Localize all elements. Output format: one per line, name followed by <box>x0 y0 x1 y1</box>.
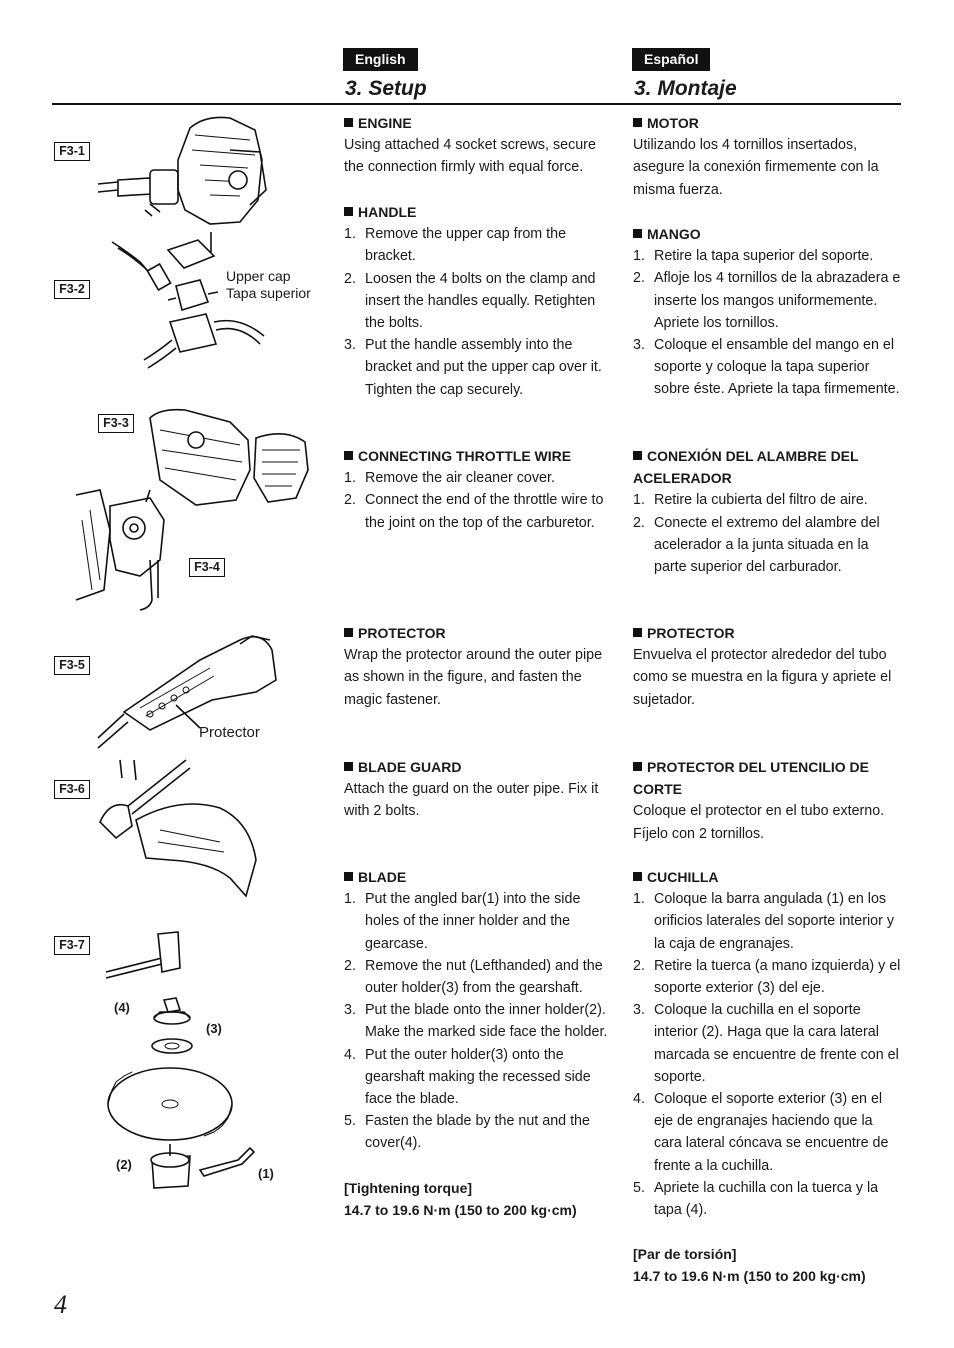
list-item: 4. Coloque el soporte exterior (3) en el eje de engranajes haciendo que la cara lateral cóncava se encuentre de frente a la cuchilla. <box>633 1091 889 1174</box>
engine-illustration <box>98 117 266 224</box>
upper-cap-label-en: Upper cap <box>226 268 291 284</box>
list-item: 1. Remove the upper cap from the bracket. <box>344 226 567 265</box>
torque-value: 14.7 to 19.6 N·m (150 to 200 kg·cm) <box>344 1201 577 1218</box>
english-throttle: CONNECTING THROTTLE WIRE 1. Remove the air cleaner cover. 2. Connect the end of the throttle wire to the joint on the top of the carburetor. <box>344 445 612 534</box>
spanish-blade: CUCHILLA 1. Coloque la barra angulada (1) en los orificios laterales del soporte interior y la caja de engranajes. 2. Retire la tuerca (a mano izquierda) y el soporte exterior (3) del eje. 3. Coloque la cuchilla en el soporte interior (2). Haga que la cara lateral marcada se encuentre de frente con el soporte. 4. Coloque el soporte exterior (3) en el eje de engranajes haciendo que la cara lateral cóncava se encuentre de frente a la cuchilla. 5. Apriete la cuchilla con la tuerca y la tapa (4). [Par de torsión] 14.7 to 19.6 N·m (150 to 200 kg·cm) <box>633 866 901 1288</box>
figure-label-f3-5: F3-5 <box>54 656 90 675</box>
list-item: 2. Conecte el extremo del alambre del acelerador a la junta situada en la parte superior del carburador. <box>633 514 880 576</box>
list-item: 3. Put the blade onto the inner holder(2). Make the marked side face the holder. <box>344 1002 608 1041</box>
torque-value: 14.7 to 19.6 N·m (150 to 200 kg·cm) <box>633 1268 866 1285</box>
list-item: 2. Afloje los 4 tornillos de la abrazadera e inserte los mangos uniformemente. Apriete los tornillos. <box>633 270 901 331</box>
list-item: 5. Apriete la cuchilla con la tuerca y la tapa (4). <box>633 1179 879 1219</box>
figure-label-f3-7: F3-7 <box>54 936 90 955</box>
list-item: 4. Put the outer holder(3) onto the gearshaft making the recessed side face the blade. <box>344 1046 591 1108</box>
square-bullet-icon <box>344 628 353 637</box>
torque-heading: [Par de torsión] <box>633 1246 737 1263</box>
list-item: 1. Retire la tapa superior del soporte. <box>633 248 874 265</box>
square-bullet-icon <box>633 762 642 771</box>
spanish-tab: Español <box>632 48 710 71</box>
spanish-throttle: CONEXIÓN DEL ALAMBRE DEL ACELERADOR 1. Retire la cubierta del filtro de aire. 2. Conecte el extremo del alambre del acelerador a la junta situada en la parte superior del carburador. <box>633 445 901 578</box>
list-item: 2. Remove the nut (Lefthanded) and the outer holder(3) from the gearshaft. <box>344 957 603 997</box>
engine-text: Utilizando los 4 tornillos insertados, asegure la conexión firmemente con la misma fuerza. <box>633 137 879 198</box>
square-bullet-icon <box>633 872 642 881</box>
blade-guard-illustration <box>100 760 256 896</box>
figure-label-f3-1: F3-1 <box>54 142 90 161</box>
callout-2: (2) <box>116 1157 132 1172</box>
blade-guard-text: Coloque el protector en el tubo externo. Fíjelo con 2 tornillos. <box>633 803 885 842</box>
figure-label-f3-4: F3-4 <box>189 558 225 577</box>
figure-label-f3-6: F3-6 <box>54 780 90 799</box>
spanish-handle: MANGO 1. Retire la tapa superior del soporte. 2. Afloje los 4 tornillos de la abrazadera e inserte los mangos uniformemente. Apriete los tornillos. 3. Coloque el ensamble del mango en el soporte y coloque la tapa superior sobre éste. Apriete la tapa firmemente. <box>633 223 901 401</box>
callout-1: (1) <box>258 1166 274 1181</box>
protector-label: Protector <box>199 724 260 741</box>
list-item: 3. Coloque la cuchilla en el soporte interior (2). Haga que la cara lateral marcada se encuentre de frente con el soporte. <box>633 1002 899 1085</box>
blade-guard-text: Attach the guard on the outer pipe. Fix it with 2 bolts. <box>344 781 599 820</box>
list-item: 1. Retire la cubierta del filtro de aire. <box>633 492 868 509</box>
spanish-blade-guard: PROTECTOR DEL UTENCILIO DE CORTE Coloque el protector en el tubo externo. Fíjelo con 2 tornillos. <box>633 756 901 845</box>
list-item: 2. Loosen the 4 bolts on the clamp and insert the handles equally. Retighten the bolts. <box>344 270 596 332</box>
callout-4: (4) <box>114 1000 130 1015</box>
blade-assembly-illustration <box>106 932 254 1188</box>
square-bullet-icon <box>344 118 353 127</box>
list-item: 3. Put the handle assembly into the bracket and put the upper cap over it. Tighten the cap securely. <box>344 337 602 398</box>
section-heading: ENGINE <box>344 112 612 134</box>
protector-text: Wrap the protector around the outer pipe as shown in the figure, and fasten the magic fastener. <box>344 647 603 708</box>
list-item: 2. Connect the end of the throttle wire to the joint on the top of the carburetor. <box>344 492 604 531</box>
square-bullet-icon <box>344 762 353 771</box>
english-section-title: 3. Setup <box>345 77 427 100</box>
english-blade-guard: BLADE GUARD Attach the guard on the outer pipe. Fix it with 2 bolts. <box>344 756 612 823</box>
figure-label-f3-3: F3-3 <box>98 414 134 433</box>
square-bullet-icon <box>344 872 353 881</box>
english-blade: BLADE 1. Put the angled bar(1) into the side holes of the inner holder and the gearcase. 2. Remove the nut (Lefthanded) and the outer holder(3) from the gearshaft. 3. Put the blade onto the inner holder(2). Make the marked side face the holder. 4. Put the outer holder(3) onto the gearshaft making the recessed side face the blade. 5. Fasten the blade by the nut and the cover(4). [Tightening torque] 14.7 to 19.6 N·m (150 to 200 kg·cm) <box>344 866 612 1221</box>
callout-3: (3) <box>206 1021 222 1036</box>
english-protector: PROTECTOR Wrap the protector around the outer pipe as shown in the figure, and fasten the magic fastener. <box>344 622 612 711</box>
protector-text: Envuelva el protector alrededor del tubo como se muestra en la figura y apriete el sujetador. <box>633 647 892 708</box>
spanish-protector: PROTECTOR Envuelva el protector alrededor del tubo como se muestra en la figura y apriete el sujetador. <box>633 622 901 711</box>
english-handle: HANDLE 1. Remove the upper cap from the bracket. 2. Loosen the 4 bolts on the clamp and insert the handles equally. Retighten the bolts. 3. Put the handle assembly into the bracket and put the upper cap over it. Tighten the cap securely. <box>344 201 612 401</box>
square-bullet-icon <box>633 451 642 460</box>
list-item: 1. Remove the air cleaner cover. <box>344 470 555 487</box>
figure-label-f3-2: F3-2 <box>54 280 90 299</box>
list-item: 1. Coloque la barra angulada (1) en los orificios laterales del soporte interior y la caja de engranajes. <box>633 891 894 952</box>
square-bullet-icon <box>344 207 353 216</box>
square-bullet-icon <box>633 118 642 127</box>
page-number: 4 <box>54 1290 67 1319</box>
handle-steps <box>344 223 612 401</box>
english-tab: English <box>343 48 418 71</box>
illustrations <box>0 0 340 1348</box>
list-item: 1. Put the angled bar(1) into the side holes of the inner holder and the gearcase. <box>344 891 581 952</box>
square-bullet-icon <box>344 451 353 460</box>
upper-cap-label-es: Tapa superior <box>226 285 311 301</box>
saw-blade <box>108 1068 232 1140</box>
list-item: 3. Coloque el ensamble del mango en el soporte y coloque la tapa superior sobre éste. Apriete la tapa firmemente. <box>633 337 900 398</box>
spanish-section-title: 3. Montaje <box>634 77 737 100</box>
spanish-engine: MOTOR Utilizando los 4 tornillos insertados, asegure la conexión firmemente con la misma fuerza. <box>633 112 901 201</box>
square-bullet-icon <box>633 229 642 238</box>
list-item: 2. Retire la tuerca (a mano izquierda) y el soporte exterior (3) del eje. <box>633 957 901 997</box>
list-item: 5. Fasten the blade by the nut and the cover(4). <box>344 1113 590 1152</box>
air-cleaner-illustration <box>150 410 308 505</box>
engine-text: Using attached 4 socket screws, secure the connection firmly with equal force. <box>344 137 596 176</box>
torque-heading: [Tightening torque] <box>344 1179 473 1196</box>
square-bullet-icon <box>633 628 642 637</box>
english-engine <box>344 112 612 179</box>
carburetor-illustration <box>76 490 164 610</box>
